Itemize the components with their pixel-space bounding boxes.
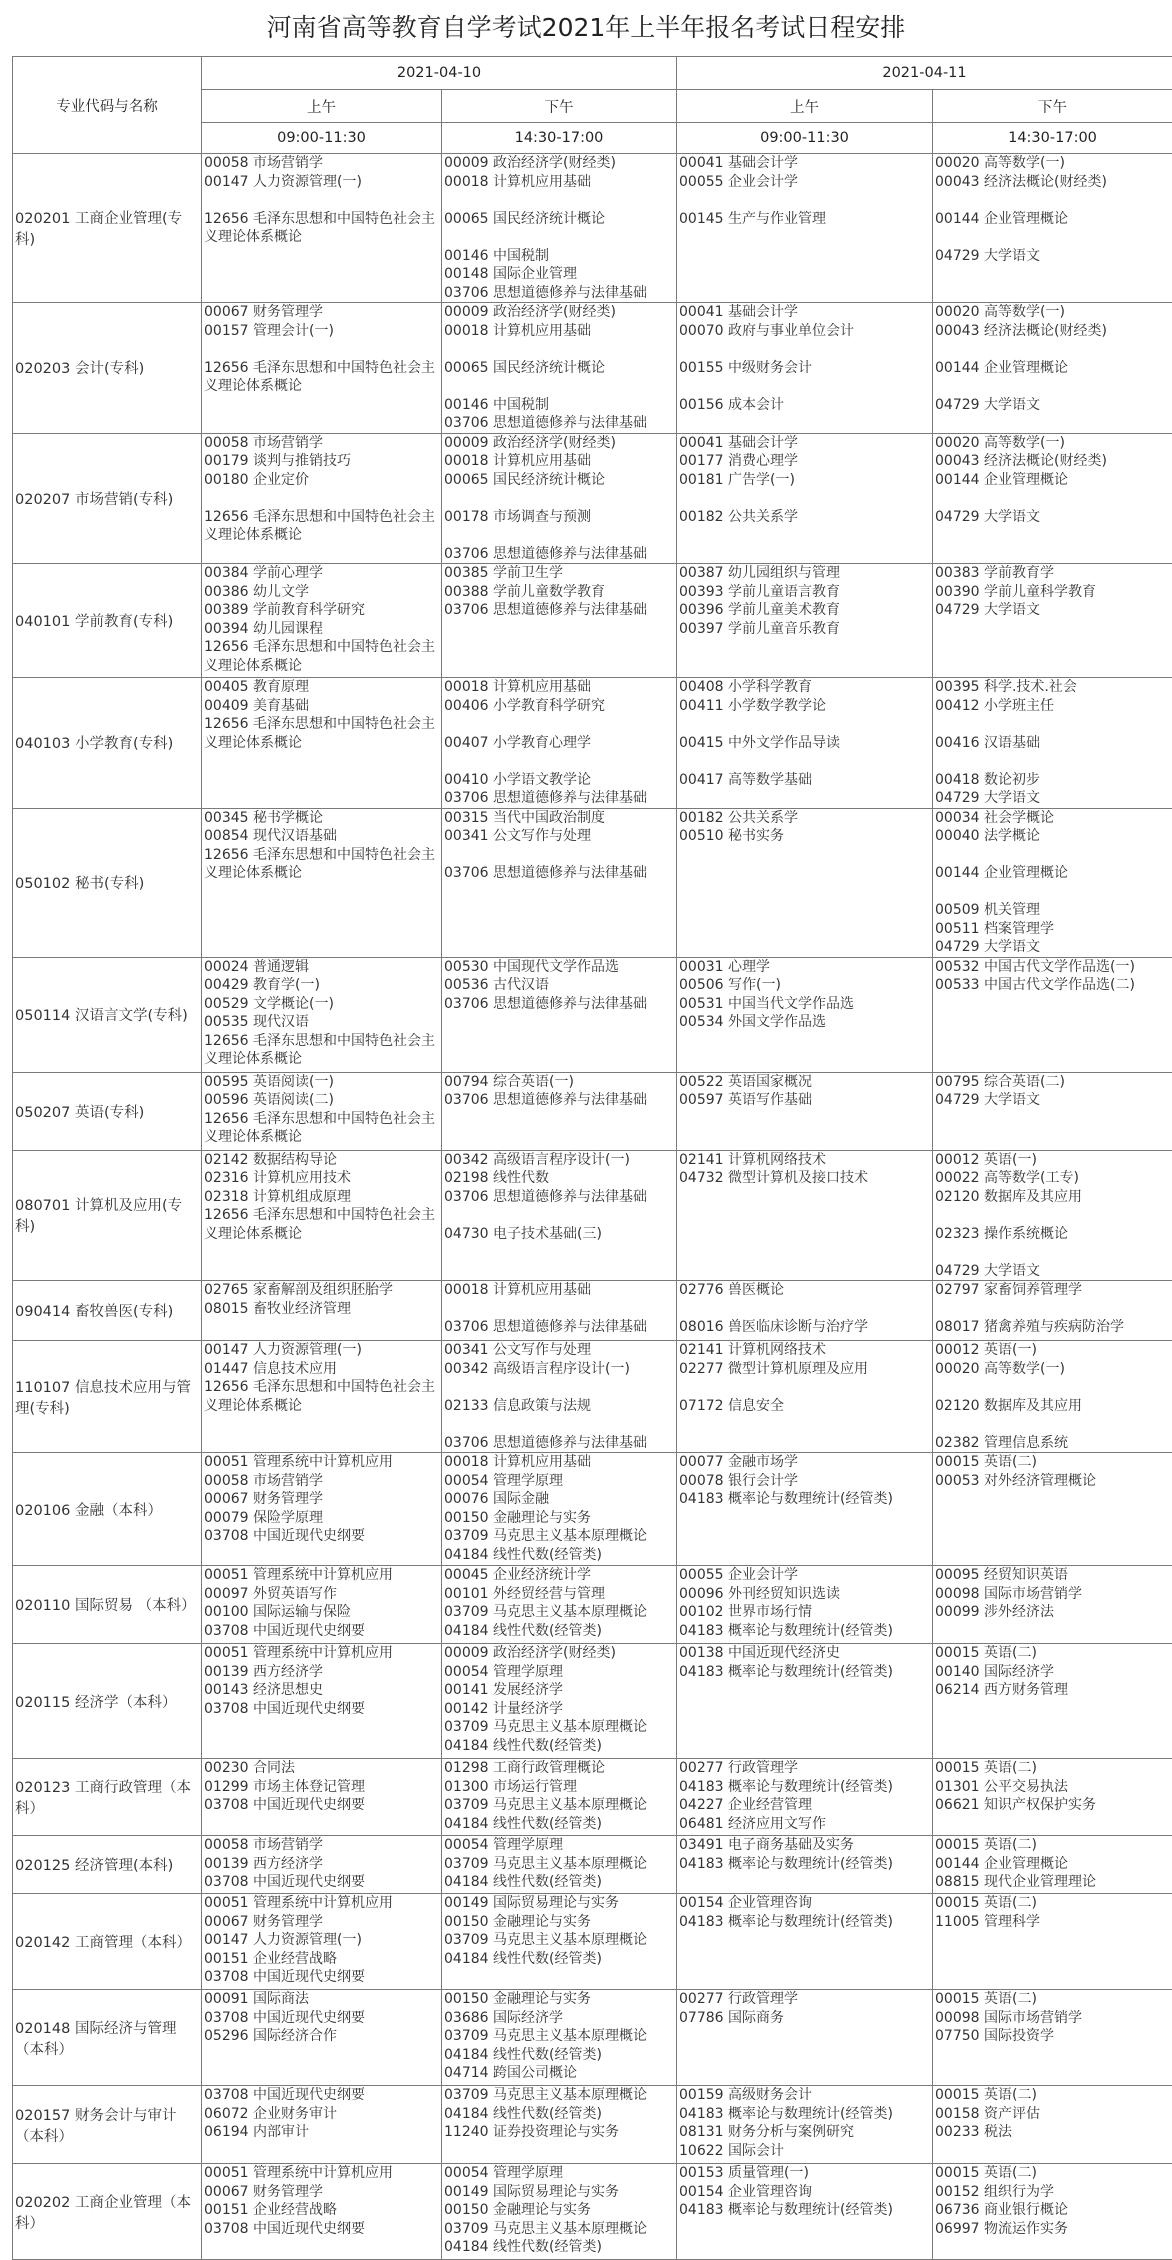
exam-cell: 00051 管理系统中计算机应用 00139 西方经济学 00143 经济思想史 03708 中国近现代史纲要 [202,1644,442,1759]
exam-cell: 01298 工商行政管理概论 01300 市场运行管理 03709 马克思主义基本原理概论 04184 线性代数(经管类) [442,1759,677,1836]
exam-cell: 02797 家畜饲养管理学 08017 猪禽养殖与疾病防治学 [933,1281,1172,1341]
major-name: 020125 经济管理(本科) [13,1836,202,1894]
period-header: 上午 [202,90,442,123]
page-title: 河南省高等教育自学考试2021年上半年报名考试日程安排 [0,0,1172,56]
exam-cell: 02141 计算机网络技术 04732 微型计算机及接口技术 [677,1150,933,1281]
exam-cell: 00041 基础会计学 00055 企业会计学 00145 生产与作业管理 [677,154,933,303]
major-name: 020203 会计(专科) [13,303,202,434]
exam-cell: 00018 计算机应用基础 03706 思想道德修养与法律基础 [442,1281,677,1341]
exam-cell: 00051 管理系统中计算机应用 00058 市场营销学 00067 财务管理学 00079 保险学原理 03708 中国近现代史纲要 [202,1453,442,1566]
table-row [13,957,1172,1072]
exam-cell: 00020 高等数学(一) 00043 经济法概论(财经类) 00144 企业管理概论 04729 大学语文 [933,154,1172,303]
table-row [13,1566,1172,1644]
period-header: 上午 [677,90,933,123]
table-row [13,808,1172,957]
exam-cell: 00230 合同法 01299 市场主体登记管理 03708 中国近现代史纲要 [202,1759,442,1836]
exam-cell: 02765 家畜解剖及组织胚胎学 08015 畜牧业经济管理 [202,1281,442,1341]
exam-cell: 00015 英语(二) 00098 国际市场营销学 07750 国际投资学 [933,1990,1172,2086]
exam-cell: 00055 企业会计学 00096 外刊经贸知识选读 00102 世界市场行情 04183 概率论与数理统计(经管类) [677,1566,933,1644]
exam-cell: 00058 市场营销学 00139 西方经济学 03708 中国近现代史纲要 [202,1836,442,1894]
table-row [13,1894,1172,1990]
major-name: 040103 小学教育(专科) [13,678,202,809]
time-header: 09:00-11:30 [202,123,442,154]
exam-cell: 03709 马克思主义基本原理概论 04184 线性代数(经管类) 11240 证券投资理论与实务 [442,2086,677,2164]
exam-cell: 00012 英语(一) 00020 高等数学(一) 02120 数据库及其应用 02382 管理信息系统 [933,1341,1172,1453]
table-row [13,1759,1172,1836]
exam-cell: 00020 高等数学(一) 00043 经济法概论(财经类) 00144 企业管理概论 04729 大学语文 [933,303,1172,434]
exam-cell: 00009 政治经济学(财经类) 00018 计算机应用基础 00065 国民经济统计概论 00146 中国税制 03706 思想道德修养与法律基础 [442,303,677,434]
table-row [13,1644,1172,1759]
exam-cell: 00041 基础会计学 00177 消费心理学 00181 广告学(一) 00182 公共关系学 [677,433,933,564]
exam-cell: 00277 行政管理学 04183 概率论与数理统计(经管类) 04227 企业经营管理 06481 经济应用文写作 [677,1759,933,1836]
exam-cell: 00522 英语国家概况 00597 英语写作基础 [677,1072,933,1150]
exam-cell: 02142 数据结构导论 02316 计算机应用技术 02318 计算机组成原理 12656 毛泽东思想和中国特色社会主义理论体系概论 [202,1150,442,1281]
exam-cell: 00012 英语(一) 00022 高等数学(工专) 02120 数据库及其应用 02323 操作系统概论 04729 大学语文 [933,1150,1172,1281]
exam-cell: 00020 高等数学(一) 00043 经济法概论(财经类) 00144 企业管理概论 04729 大学语文 [933,433,1172,564]
major-name: 050102 秘书(专科) [13,808,202,957]
major-name: 020148 国际经济与管理（本科） [13,1990,202,2086]
exam-cell: 00387 幼儿园组织与管理 00393 学前儿童语言教育 00396 学前儿童美术教育 00397 学前儿童音乐教育 [677,564,933,678]
major-name: 040101 学前教育(专科) [13,564,202,678]
exam-cell: 00149 国际贸易理论与实务 00150 金融理论与实务 03709 马克思主义基本原理概论 04184 线性代数(经管类) [442,1894,677,1990]
table-row [13,1281,1172,1341]
exam-cell: 00051 管理系统中计算机应用 00067 财务管理学 00151 企业经营战略 03708 中国近现代史纲要 [202,2164,442,2260]
major-name: 020106 金融（本科） [13,1453,202,1566]
exam-cell: 00150 金融理论与实务 03686 国际经济学 03709 马克思主义基本原理概论 04184 线性代数(经管类) 04714 跨国公司概论 [442,1990,677,2086]
exam-cell: 00794 综合英语(一) 03706 思想道德修养与法律基础 [442,1072,677,1150]
major-name: 050207 英语(专科) [13,1072,202,1150]
table-row [13,1072,1172,1150]
exam-cell: 00182 公共关系学 00510 秘书实务 [677,808,933,957]
major-name: 020201 工商企业管理(专科) [13,154,202,303]
exam-cell: 00054 管理学原理 00149 国际贸易理论与实务 00150 金融理论与实务 03709 马克思主义基本原理概论 04184 线性代数(经管类) [442,2164,677,2260]
exam-cell: 00138 中国近现代经济史 04183 概率论与数理统计(经管类) [677,1644,933,1759]
exam-cell: 00015 英语(二) 00152 组织行为学 06736 商业银行概论 06997 物流运作实务 [933,2164,1172,2260]
exam-cell: 00405 教育原理 00409 美育基础 12656 毛泽东思想和中国特色社会主义理论体系概论 [202,678,442,809]
exam-cell: 00385 学前卫生学 00388 学前儿童数学教育 03706 思想道德修养与法律基础 [442,564,677,678]
exam-cell: 00031 心理学 00506 写作(一) 00531 中国当代文学作品选 00534 外国文学作品选 [677,957,933,1072]
exam-cell: 00024 普通逻辑 00429 教育学(一) 00529 文学概论(一) 00535 现代汉语 12656 毛泽东思想和中国特色社会主义理论体系概论 [202,957,442,1072]
table-row [13,2086,1172,2164]
exam-cell: 00315 当代中国政治制度 00341 公文写作与处理 03706 思想道德修养与法律基础 [442,808,677,957]
exam-cell: 00045 企业经济统计学 00101 外经贸经营与管理 03709 马克思主义基本原理概论 04184 线性代数(经管类) [442,1566,677,1644]
exam-cell: 00395 科学.技术.社会 00412 小学班主任 00416 汉语基础 00418 数论初步 04729 大学语文 [933,678,1172,809]
major-name: 020110 国际贸易 （本科） [13,1566,202,1644]
date-header: 2021-04-10 [202,57,677,90]
exam-cell: 00383 学前教育学 00390 学前儿童科学教育 04729 大学语文 [933,564,1172,678]
exam-cell: 00058 市场营销学 00147 人力资源管理(一) 12656 毛泽东思想和中国特色社会主义理论体系概论 [202,154,442,303]
exam-cell: 02141 计算机网络技术 02277 微型计算机原理及应用 07172 信息安全 [677,1341,933,1453]
exam-cell: 00795 综合英语(二) 04729 大学语文 [933,1072,1172,1150]
exam-cell: 00009 政治经济学(财经类) 00018 计算机应用基础 00065 国民经济统计概论 00178 市场调查与预测 03706 思想道德修养与法律基础 [442,433,677,564]
exam-cell: 00009 政治经济学(财经类) 00018 计算机应用基础 00065 国民经济统计概论 00146 中国税制 00148 国际企业管理 03706 思想道德修养与法律基础 [442,154,677,303]
major-name: 110107 信息技术应用与管理(专科) [13,1341,202,1453]
table-row [13,1150,1172,1281]
exam-cell: 00532 中国古代文学作品选(一) 00533 中国古代文学作品选(二) [933,957,1172,1072]
exam-cell: 03708 中国近现代史纲要 06072 企业财务审计 06194 内部审计 [202,2086,442,2164]
major-name: 090414 畜牧兽医(专科) [13,1281,202,1341]
major-name: 080701 计算机及应用(专科) [13,1150,202,1281]
table-row [13,1341,1172,1453]
table-row [13,564,1172,678]
exam-cell: 00015 英语(二) 00053 对外经济管理概论 [933,1453,1172,1566]
major-name: 020115 经济学（本科） [13,1644,202,1759]
exam-cell: 00034 社会学概论 00040 法学概论 00144 企业管理概论 00509 机关管理 00511 档案管理学 04729 大学语文 [933,808,1172,957]
major-name: 020202 工商企业管理（本科） [13,2164,202,2260]
exam-cell: 00530 中国现代文学作品选 00536 古代汉语 03706 思想道德修养与法律基础 [442,957,677,1072]
date-header: 2021-04-11 [677,57,1172,90]
exam-cell: 00041 基础会计学 00070 政府与事业单位会计 00155 中级财务会计 00156 成本会计 [677,303,933,434]
exam-cell: 00058 市场营销学 00179 谈判与推销技巧 00180 企业定价 12656 毛泽东思想和中国特色社会主义理论体系概论 [202,433,442,564]
exam-cell: 00091 国际商法 03708 中国近现代史纲要 05296 国际经济合作 [202,1990,442,2086]
exam-cell: 00015 英语(二) 11005 管理科学 [933,1894,1172,1990]
table-row [13,303,1172,434]
time-header: 09:00-11:30 [677,123,933,154]
exam-cell: 00018 计算机应用基础 00054 管理学原理 00076 国际金融 00150 金融理论与实务 03709 马克思主义基本原理概论 04184 线性代数(经管类) [442,1453,677,1566]
time-header: 14:30-17:00 [442,123,677,154]
exam-cell: 00015 英语(二) 00158 资产评估 00233 税法 [933,2086,1172,2164]
exam-cell: 00384 学前心理学 00386 幼儿文学 00389 学前教育科学研究 00394 幼儿园课程 12656 毛泽东思想和中国特色社会主义理论体系概论 [202,564,442,678]
table-row [13,433,1172,564]
exam-cell: 00341 公文写作与处理 00342 高级语言程序设计(一) 02133 信息政策与法规 03706 思想道德修养与法律基础 [442,1341,677,1453]
period-header: 下午 [442,90,677,123]
exam-cell: 00018 计算机应用基础 00406 小学教育科学研究 00407 小学教育心理学 00410 小学语文教学论 03706 思想道德修养与法律基础 [442,678,677,809]
table-row [13,1990,1172,2086]
exam-cell: 00408 小学科学教育 00411 小学数学教学论 00415 中外文学作品导读 00417 高等数学基础 [677,678,933,809]
table-row [13,1836,1172,1894]
exam-cell: 00015 英语(二) 00144 企业管理概论 08815 现代企业管理理论 [933,1836,1172,1894]
exam-cell: 00095 经贸知识英语 00098 国际市场营销学 00099 涉外经济法 [933,1566,1172,1644]
major-name: 020142 工商管理（本科） [13,1894,202,1990]
exam-cell: 00153 质量管理(一) 00154 企业管理咨询 04183 概率论与数理统计(经管类) [677,2164,933,2260]
exam-cell: 00154 企业管理咨询 04183 概率论与数理统计(经管类) [677,1894,933,1990]
exam-cell: 00077 金融市场学 00078 银行会计学 04183 概率论与数理统计(经管类) [677,1453,933,1566]
exam-cell: 00054 管理学原理 03709 马克思主义基本原理概论 04184 线性代数(经管类) [442,1836,677,1894]
exam-schedule-table [12,56,1172,2260]
exam-cell: 03491 电子商务基础及实务 04183 概率论与数理统计(经管类) [677,1836,933,1894]
table-row [13,678,1172,809]
major-name: 050114 汉语言文学(专科) [13,957,202,1072]
exam-cell: 00015 英语(二) 00140 国际经济学 06214 西方财务管理 [933,1644,1172,1759]
table-row [13,1453,1172,1566]
major-name: 020207 市场营销(专科) [13,433,202,564]
period-header: 下午 [933,90,1172,123]
exam-cell: 02776 兽医概论 08016 兽医临床诊断与治疗学 [677,1281,933,1341]
exam-cell: 00159 高级财务会计 04183 概率论与数理统计(经管类) 08131 财务分析与案例研究 10622 国际会计 [677,2086,933,2164]
exam-cell: 00067 财务管理学 00157 管理会计(一) 12656 毛泽东思想和中国特色社会主义理论体系概论 [202,303,442,434]
exam-cell: 00147 人力资源管理(一) 01447 信息技术应用 12656 毛泽东思想和中国特色社会主义理论体系概论 [202,1341,442,1453]
table-row [13,154,1172,303]
exam-cell: 00277 行政管理学 07786 国际商务 [677,1990,933,2086]
exam-cell: 00015 英语(二) 01301 公平交易执法 06621 知识产权保护实务 [933,1759,1172,1836]
exam-cell: 00051 管理系统中计算机应用 00067 财务管理学 00147 人力资源管理(一) 00151 企业经营战略 03708 中国近现代史纲要 [202,1894,442,1990]
time-header: 14:30-17:00 [933,123,1172,154]
exam-cell: 00345 秘书学概论 00854 现代汉语基础 12656 毛泽东思想和中国特色社会主义理论体系概论 [202,808,442,957]
major-name: 020123 工商行政管理（本科） [13,1759,202,1836]
exam-cell: 00009 政治经济学(财经类) 00054 管理学原理 00141 发展经济学 00142 计量经济学 03709 马克思主义基本原理概论 04184 线性代数(经管类) [442,1644,677,1759]
major-column-header: 专业代码与名称 [13,57,202,154]
exam-cell: 00051 管理系统中计算机应用 00097 外贸英语写作 00100 国际运输与保险 03708 中国近现代史纲要 [202,1566,442,1644]
table-row [13,2164,1172,2260]
exam-cell: 00342 高级语言程序设计(一) 02198 线性代数 03706 思想道德修养与法律基础 04730 电子技术基础(三) [442,1150,677,1281]
major-name: 020157 财务会计与审计（本科） [13,2086,202,2164]
exam-cell: 00595 英语阅读(一) 00596 英语阅读(二) 12656 毛泽东思想和中国特色社会主义理论体系概论 [202,1072,442,1150]
